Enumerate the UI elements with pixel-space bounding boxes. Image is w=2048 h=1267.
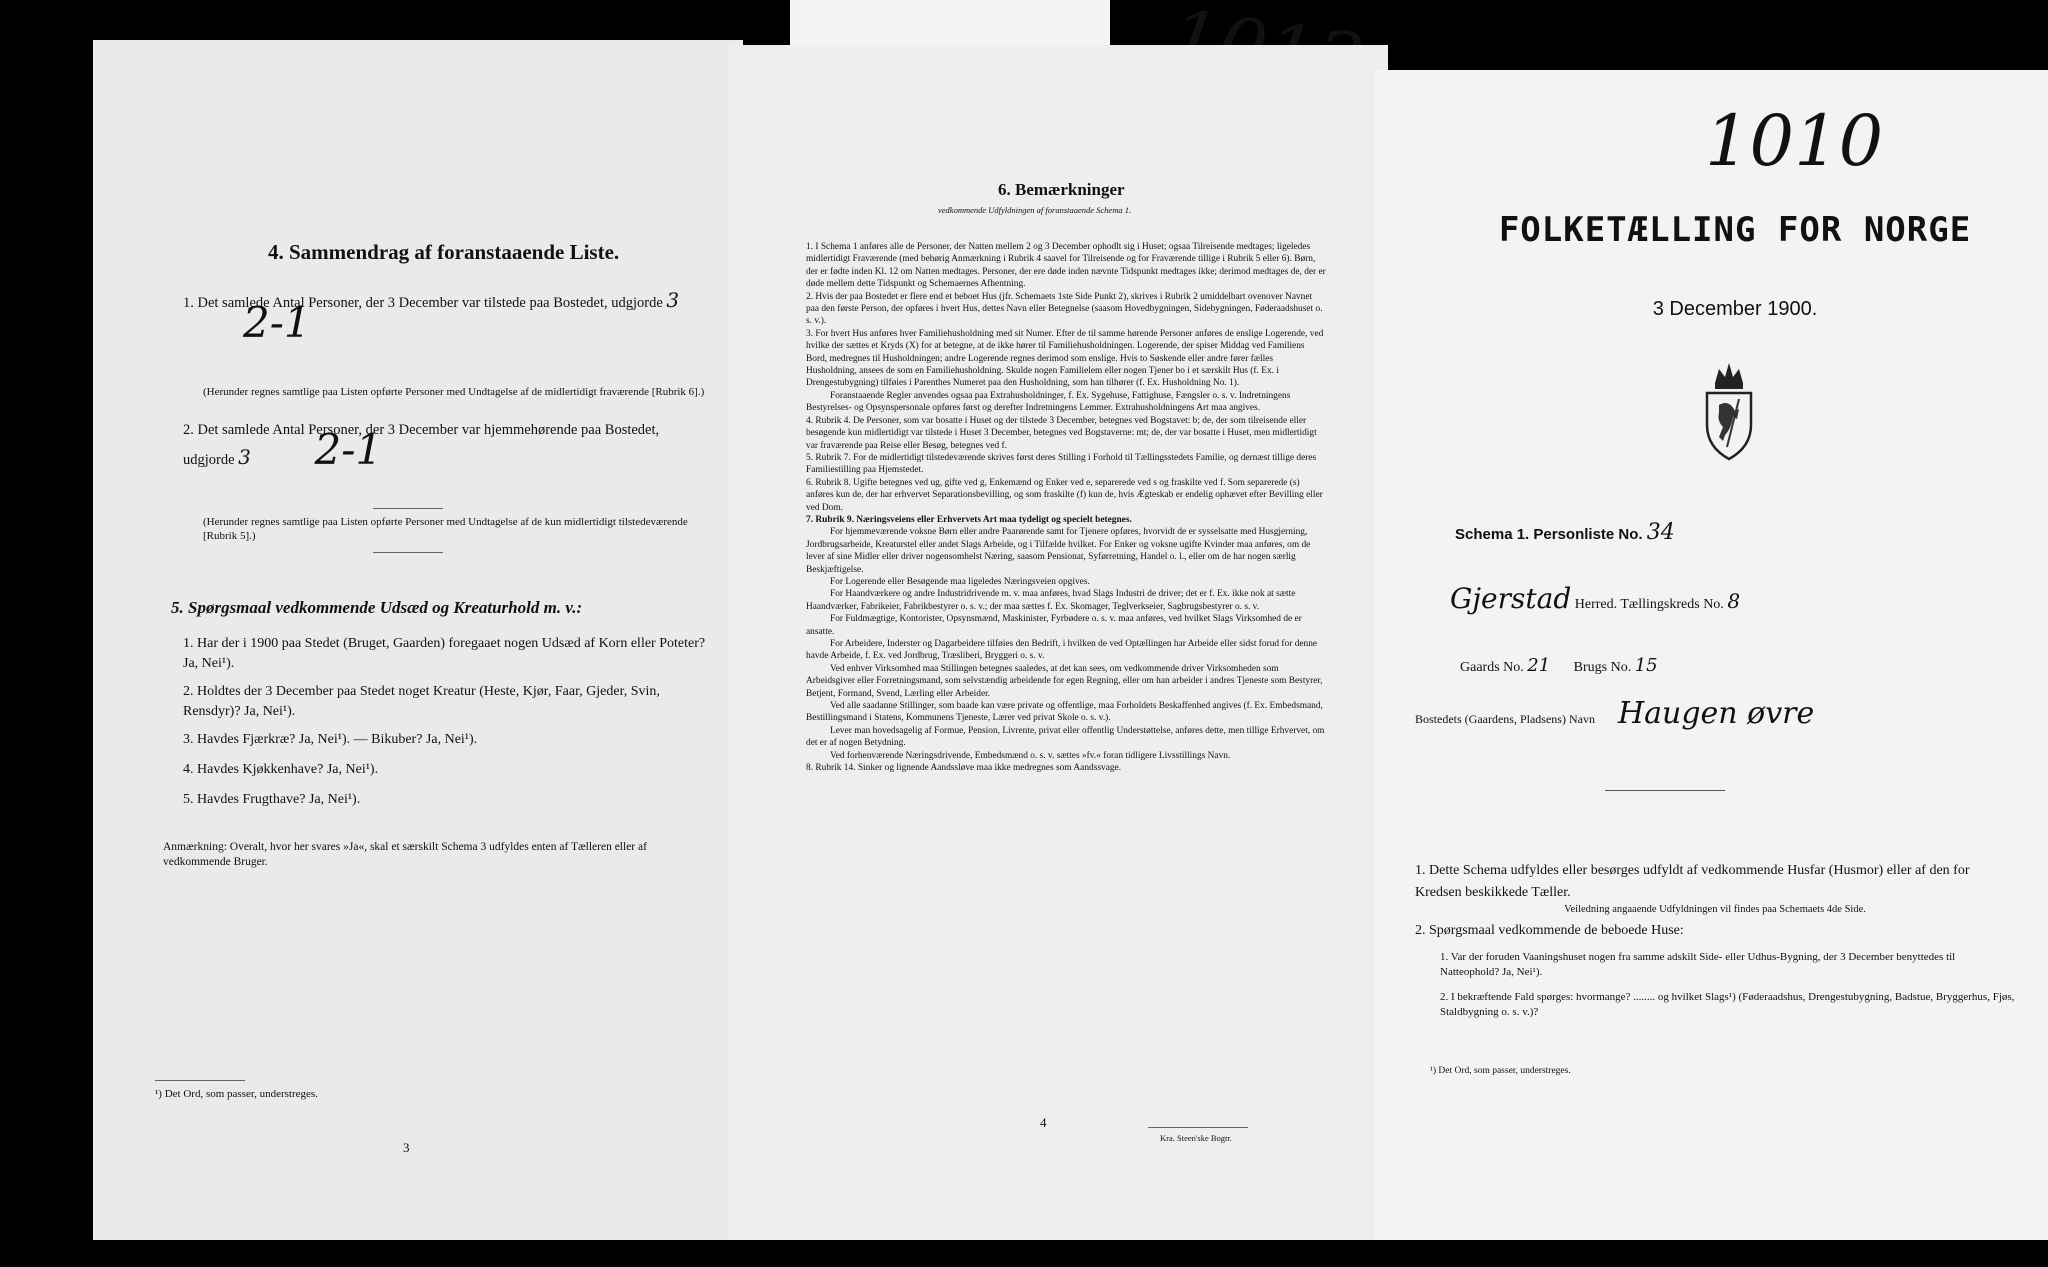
divider <box>373 552 443 553</box>
remark-item: 2. Hvis der paa Bostedet er flere end et beboet Hus (jfr. Schemaets 1ste Side Punkt 2), skrives i Rubrik 2 umiddelbart ovenover Navnet paa den første Person, der opføres i hvert Hus, dettes Navn eller Betegnelse (saasom Hovedbygningen, Sidebygningen, Føderaadshuset o. s. v.). <box>806 291 1323 327</box>
remark-item: For Fuldmægtige, Kontorister, Opsynsmænd, Maskinister, Fyrbødere o. s. v. maa anføres, ved hvilket Slags Virksomhed de er ansatte. <box>806 614 1302 637</box>
question-5: 5. Havdes Frugthave? Ja, Nei¹). <box>183 792 361 807</box>
census-date: 3 December 1900. <box>1652 298 1818 320</box>
footnote-rule <box>155 1080 245 1081</box>
question-1: 1. Har der i 1900 paa Stedet (Bruget, Gaarden) foregaaet nogen Udsæd af Korn eller Poteter? Ja, Nei¹). <box>183 636 706 671</box>
remark-item: 5. Rubrik 7. For de midlertidigt tilstedeværende skrives først deres Stilling i Forhold til Tællingsstedets Familie, og dernæst tillige deres Familiestilling paa Hjemstedet. <box>806 452 1317 476</box>
bosted-line: Bostedets (Gaardens, Pladsens) Navn Haugen øvre <box>1415 696 1815 731</box>
middle-page <box>728 45 1388 1240</box>
herred-name: Gjerstad <box>1450 582 1572 615</box>
question-2: 2. Holdtes der 3 December paa Stedet noget Kreatur (Heste, Kjør, Faar, Gjeder, Svin, Rensdyr)? Ja, Nei¹). <box>183 684 660 719</box>
remarks-subtitle: vedkommende Udfyldningen af foranstaaende Schema 1. <box>938 205 1132 215</box>
gaards-number: 21 <box>1527 655 1551 676</box>
ornament-divider <box>1605 790 1725 791</box>
remarks-list <box>806 241 1326 774</box>
schema-number: 34 <box>1646 520 1675 545</box>
left-page <box>93 40 743 1240</box>
footnote: ¹) Det Ord, som passer, understreges. <box>155 1088 318 1100</box>
remark-item: 3. For hvert Hus anføres hver Familiehusholdning med sit Numer. Efter de til samme hørende Personer anføres de enslige Logerende, ved hvilke der sættes et Kryds (X) for at betegne, at de ikke hører til Familiehusholdningen. Logerende, der spiser Middag ved Familiens Bord, medregnes til Husholdningen; andre Logerende regnes derimod som enslige. Hvis to Søskende eller andre fører fælles Husholdning, ansees de som en Familiehusholdning. Skulde nogen Familielem eller nogen Tjener bo i et særskilt Hus (f. Ex. i Drengestubygning) tilføies i Parenthes Numeret paa den Husholdning, som han tilhører (f. Ex. Husholdning No. 1). <box>806 328 1324 389</box>
summary-item-1: 1. Det samlede Antal Personer, der 3 December var tilstede paa Bostedet, udgjorde 3 2-1 <box>183 288 680 347</box>
section4-title: 4. Sammendrag af foranstaaende Liste. <box>268 240 620 264</box>
gaards-line: Gaards No. 21 Brugs No. 15 <box>1460 655 1658 676</box>
remark-item: For Arbeidere, Inderster og Dagarbeidere tilføies den Bedrift, i hvilken de ved Optællingen har Arbeide eller sidst forud for denne havde Arbeide, f. Ex. ved Jordbrug, Træsliberi, Bryggeri o. s. v. <box>806 639 1318 662</box>
question-3: 3. Havdes Fjærkræ? Ja, Nei¹). — Bikuber? Ja, Nei¹). <box>183 732 478 747</box>
instruction-2-2: 2. I bekræftende Fald spørges: hvormange? ........ og hvilket Slags¹) (Føderaadshus, Drengestubygning, Badstue, Bryggerhus, Fjøs, Staldbygning o. s. v.)? <box>1440 991 2015 1019</box>
remark-item: Ved forhenværende Næringsdrivende, Embedsmænd o. s. v. sættes »fv.« foran tidligere Livsstillings Navn. <box>830 750 1231 761</box>
remark-item: Ved enhver Virksomhed maa Stillingen betegnes saaledes, at det kan sees, om vedkommende driver Virksomheden som Arbeidsgiver eller Forretningsmand, som selvstændig arbeidende for egen Regning, eller om han arbeider i andres Tjeneste som Bestyrer, Betjent, Formand, Svend, Lærling eller Arbeider. <box>806 663 1323 699</box>
divider <box>373 508 443 509</box>
remark-item: Ved alle saadanne Stillinger, som baade kan være private og offentlige, maa Forholdets Beskaffenhed angives (f. Ex. Embedsmand, Bestillingsmand i Statens, Kommunens Tjeneste, Lærer ved privat Skole o. s. v.). <box>806 701 1323 724</box>
question-4: 4. Havdes Kjøkkenhave? Ja, Nei¹). <box>183 762 379 777</box>
instruction-1: 1. Dette Schema udfyldes eller besørges udfyldt af vedkommende Husfar (Husmor) eller af den for Kredsen beskikkede Tæller. <box>1415 863 1970 900</box>
remark-item: For Logerende eller Besøgende maa ligeledes Næringsveien opgives. <box>830 576 1090 587</box>
section5-title: 5. Spørgsmaal vedkommende Udsæd og Kreaturhold m. v.: <box>171 598 583 617</box>
remark-item: 6. Rubrik 8. Ugifte betegnes ved ug, gifte ved g, Enkemænd og Enker ved e, separerede ved s og fraskilte ved f. Som separerede (s) anføres kun de, der har erhvervet Separationsbevilling, og som fraskilte (f) kun de, hvis Ægteskab er endelig ophævet efter Bevilling eller ved Dom. <box>806 477 1323 513</box>
item1-handwritten-value: 2-1 <box>243 298 311 347</box>
remark-item: Foranstaaende Regler anvendes ogsaa paa Extrahusholdninger, f. Ex. Sygehuse, Fattighuse, Fængsler o. s. v. Indretningens Bestyrelses- og Opsynspersonale opføres først og derefter Indretningens Lemmer. Extrahusholdningens Art maa angives. <box>806 390 1291 414</box>
item2-handwritten-value: 2-1 <box>314 425 383 474</box>
item2-note: (Herunder regnes samtlige paa Listen opførte Personer med Undtagelse af de kun midlertidigt tilstedeværende [Rubrik 5].) <box>203 516 688 542</box>
instruction-2: 2. Spørgsmaal vedkommende de beboede Huse: <box>1415 923 1684 939</box>
remark-item: 4. Rubrik 4. De Personer, som var bosatte i Huset og der tilstede 3 December, betegnes ved Bogstavet: b; de, der som tilreisende eller besøgende kun midlertidigt var tilstede i Huset 3 December, betegnes ved Bogstaverne: mt; de, der var bosatte i Huset, men midlertidigt var fraværende paa Reise eller Besøg, betegnes ved f. <box>806 415 1317 451</box>
item2-printed-value: 3 <box>238 445 251 469</box>
kreds-number: 8 <box>1727 589 1741 613</box>
instruction-1-note: Veiledning angaaende Udfyldningen vil findes paa Schemaets 4de Side. <box>1564 904 1866 915</box>
item1-note: (Herunder regnes samtlige paa Listen opførte Personer med Undtagelse af de midlertidigt fraværende [Rubrik 6].) <box>203 386 705 398</box>
right-page <box>1375 70 2048 1240</box>
remarks-title: 6. Bemærkninger <box>998 180 1125 199</box>
page-number: 4 <box>1040 1115 1047 1130</box>
instruction-2-1: 1. Var der foruden Vaaningshuset nogen fra samme adskilt Side- eller Udhus-Bygning, der 3 December benyttedes til Natteophold? Ja, Nei¹). <box>1440 951 1956 979</box>
remark-item: 8. Rubrik 14. Sinker og lignende Aandssløve maa ikke medregnes som Aandssvage. <box>806 763 1122 774</box>
norwegian-coat-of-arms-icon <box>1693 355 1765 465</box>
form-title: FOLKETÆLLING FOR NORGE <box>1498 210 1972 250</box>
printer-mark: Kra. Steen'ske Bogtr. <box>1160 1133 1232 1143</box>
remark-note: Anmærkning: Overalt, hvor her svares »Ja«, skal et særskilt Schema 3 udfyldes enten af Tælleren eller af vedkommende Bruger. <box>163 841 647 868</box>
livestock-questions <box>183 634 713 810</box>
remark-item: 1. I Schema 1 anføres alle de Personer, der Natten mellem 2 og 3 December ophodlt sig i Huset; ogsaa Tilreisende medtages; ligeledes midlertidigt Fraværende (med behørig Anmærkning i Rubrik 4 saavel for Tilreisende og for Fraværende tillige i Rubrik 5 eller 6). Børn, der er fødte inden Kl. 12 om Natten medtages. Personer, der ere døde inden nævnte Tidspunkt medtages ikke; derimod medtages de, der er døde mellem dette Tidspunkt og Schemaernes Afhentning. <box>806 242 1326 290</box>
remark-item: Lever man hovedsagelig af Formue, Pension, Livrente, privat eller offentlig Understøttelse, anføres dette, men tillige Erhvervet, om det er af nogen Betydning. <box>806 725 1325 749</box>
handwritten-form-number: 1010 <box>1705 100 1884 182</box>
item1-printed-value: 3 <box>666 288 680 312</box>
remark-item: For hjemmeværende voksne Børn eller andre Paarørende samt for Tjenere opføres, hvorvidt de er sysselsatte med Husgjerning, Jordbrugsarbeide, Kreaturstel eller andet Slags Arbeide, og i Tilfælde hvilket. For Enker og voksne ugifte Kvinder maa anføres, om de lever af sine Midler eller driver nogensomhelst Næring, saasom Pensionat, Syførretning, Handel o. l., eller om de har nogen særlig Beskjæftigelse. <box>806 527 1311 575</box>
summary-item-2: 2. Det samlede Antal Personer, der 3 December var hjemmehørende paa Bostedet, udgjorde 3 2-1 <box>183 422 660 474</box>
footnote: ¹) Det Ord, som passer, understreges. <box>1430 1066 1571 1076</box>
page-number: 3 <box>403 1140 410 1155</box>
remark-item: For Haandværkere og andre Industridrivende m. v. maa anføres, hvad Slags Industri de driver; det er f. Ex. ikke nok at sætte Haandværker, Fabrikeier, Fabrikbestyrer o. s. v.; der maa sættes f. Ex. Skomager, Teglverkseier, Sagbrugsbestyrer o. s. v. <box>806 589 1296 612</box>
instructions <box>1415 860 2015 1020</box>
bosted-name: Haugen øvre <box>1617 696 1815 731</box>
printer-rule <box>1148 1127 1248 1128</box>
schema-line: Schema 1. Personliste No. 34 <box>1455 520 1675 545</box>
remark-item: 7. Rubrik 9. Næringsveiens eller Erhvervets Art maa tydeligt og specielt betegnes. <box>806 514 1132 525</box>
herred-line: Gjerstad Herred. Tællingskreds No. 8 <box>1450 582 1741 615</box>
brugs-number: 15 <box>1634 655 1658 676</box>
